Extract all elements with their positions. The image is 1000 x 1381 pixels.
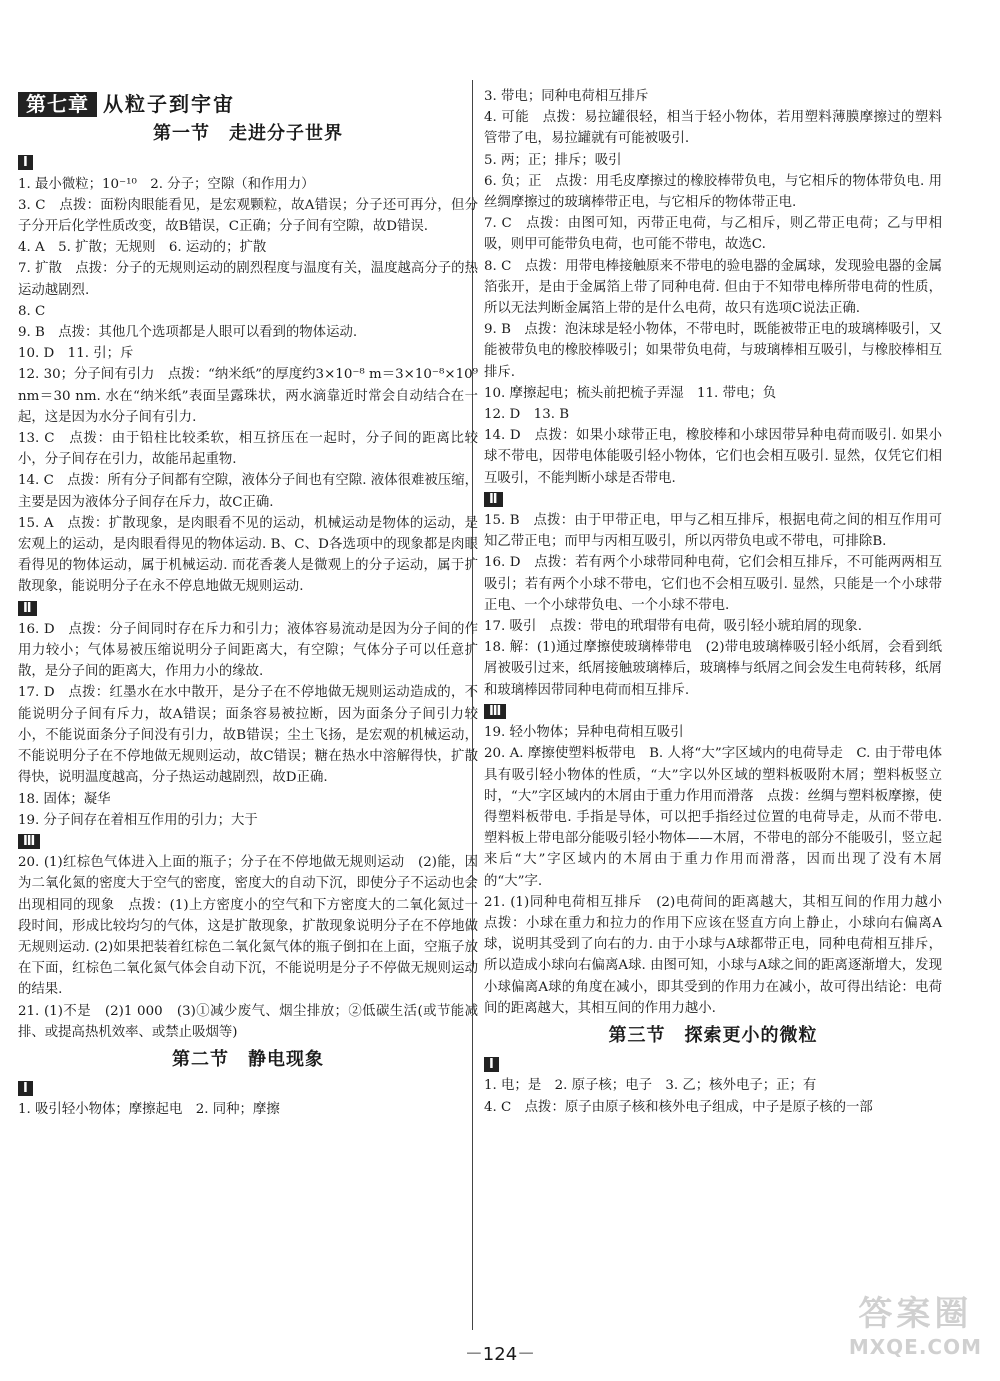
answer-item: 12. D 13. B — [484, 407, 570, 423]
answer-item: 9. B 点拨：泡沫球是轻小物体，不带电时，既能被带正电的玻璃棒吸引，又能被带负电的橡胶棒吸引；如果带负电荷，与玻璃棒相互吸引，与橡胶棒相互排斥. — [484, 322, 942, 380]
answer-item: 20. A. 摩擦使塑料板带电 B. 人将“大”字区域内的电荷导走 C. 由于带电体具有吸引轻小物体的性质，“大”字以外区域的塑料板吸附木屑；塑料板竖立时，“大”字区域内的木屑由于重力作用而滑落 点拨：丝绸与塑料板摩擦，使得塑料板带电. 手指是导体，可以把手指经过位置的电荷导走，从而不带电. 塑料板上带电部分能吸引轻小物体——木屑，不带电的部分不能吸引，竖立起来后“大”字区域内的木屑由于重力作用而滑落，因而出现了没有木屑的“大”字. — [484, 746, 942, 889]
answer-item: 1. 最小微粒；10⁻¹⁰ 2. 分子；空隙（和作用力） — [18, 176, 315, 192]
answer-item: 12. 30；分子间有引力 点拨：“纳米纸”的厚度约3×10⁻⁸ m＝3×10⁻⁸×10⁹ nm＝30 nm. 水在“纳米纸”表面呈露珠状，两水滴靠近时常会自动结合在一起，这是因为水分子间有引力. — [18, 367, 478, 425]
answer-item: 8. C — [18, 303, 46, 319]
watermark-logo — [849, 1286, 982, 1359]
answer-list — [18, 852, 478, 1043]
answer-item: 4. C 点拨：原子由原子核和核外电子组成，中子是原子核的一部 — [484, 1099, 873, 1115]
answer-item: 15. A 点拨：扩散现象，是肉眼看不见的运动，机械运动是物体的运动，是宏观上的运动，是肉眼看得见的物体运动. B、C、D各选项中的现象都是肉眼看得见的物体运动，属于机械运动. 而花香袭人是微观上的分子运动，属于扩散现象，能说明分子在永不停息地做无规则运动. — [18, 515, 478, 595]
answer-item: 14. C 点拨：所有分子间都有空隙，液体分子间也有空隙. 液体很难被压缩，主要是因为液体分子间存在斥力，故C正确. — [18, 473, 478, 510]
answer-item: 21. (1)同种电荷相互排斥 (2)电荷间的距离越大，其相互间的作用力越小 点拨：小球在重力和拉力的作用下应该在竖直方向上静止，小球向右偏离A球，说明其受到了向右的力. 由于小球与A球都带正电，同种电荷相互排斥，所以造成小球向右偏离A球. 由图可知，小球与A球之间的距离逐渐增大，发现小球偏离A球的角度在减小，即其受到的作用力在减小，故可得出结论：电荷间的距离越大，其相互间的作用力越小. — [484, 894, 956, 1016]
answer-item: 17. D 点拨：红墨水在水中散开，是分子在不停地做无规则运动造成的，不能说明分子间有斥力，故A错误；面条容易被拉断，因为面条分子间引力较小，不能说面条分子间没有引力，故B错误；尘土飞扬，是宏观的机械运动，不能说明分子在不停地做无规则运动，故C错误；糖在热水中溶解得快，扩散得快，说明温度越高，分子热运动越剧烈，故D正确. — [18, 685, 478, 786]
answer-item: 18. 固体；凝华 — [18, 791, 111, 807]
left-column — [18, 86, 478, 1121]
answer-item: 6. 负；正 点拨：用毛皮摩擦过的橡胶棒带负电，与它相斥的物体带负电. 用丝绸摩擦过的玻璃棒带正电，与它相斥的物体带正电. — [484, 173, 942, 211]
watermark-url: MXQE.COM — [848, 1335, 982, 1359]
chapter-heading — [18, 92, 478, 117]
level-badge: Ⅱ — [18, 601, 37, 616]
answer-list — [18, 1099, 478, 1120]
answer-item: 16. D 点拨：分子间同时存在斥力和引力；液体容易流动是因为分子间的作用力较小；气体易被压缩说明分子间距离大，有空隙；气体分子可以任意扩散，是分子间的距离大，作用力小的缘故. — [18, 621, 478, 680]
answer-item: 9. B 点拨：其他几个选项都是人眼可以看到的物体运动. — [18, 325, 358, 341]
level-badge: Ⅱ — [484, 492, 503, 507]
answer-item: 3. C 点拨：面粉肉眼能看见，是宏观颗粒，故A错误；分子还可再分，但分子分开后化学性质改变，故B错误，C正确；分子间有空隙，故D错误. — [18, 197, 478, 235]
answer-item: 7. C 点拨：由图可知，丙带正电荷，与乙相斥，则乙带正电荷；乙与甲相吸，则甲可能带负电荷，也可能不带电，故选C. — [484, 216, 942, 253]
answer-item: 18. 解：(1)通过摩擦使玻璃棒带电 (2)带电玻璃棒吸引轻小纸屑，会看到纸屑被吸引过来，纸屑接触玻璃棒后，玻璃棒与纸屑之间会发生电荷转移，纸屑和玻璃棒因带同种电荷而相互排斥. — [484, 640, 942, 698]
answer-item: 10. 摩擦起电；梳头前把梳子弄湿 11. 带电；负 — [484, 385, 777, 401]
answer-item: 20. (1)红棕色气体进入上面的瓶子；分子在不停地做无规则运动 (2)能，因为二氧化氮的密度大于空气的密度，密度大的自动下沉，即使分子不运动也会出现相同的现象 点拨：(1)上方密度小的空气和下方密度大的二氧化氮过一段时间，形成比较均匀的气体，这是扩散现象，扩散现象说明分子在不停地做无规则运动. (2)如果把装着红棕色二氧化氮气体的瓶子倒扣在上面，空瓶子放在下面，红棕色二氧化氮气体会自动下沉，不能说明是分子不停做无规则运动的结果. — [18, 855, 478, 998]
chapter-number: 第七章 — [18, 92, 97, 117]
answer-item: 8. C 点拨：用带电棒接触原来不带电的验电器的金属球，发现验电器的金属箔张开，是由于金属箔上带了同种电荷. 但由于不知带电棒所带电荷的性质，所以无法判断金属箔上带的是什么电荷，故只有选项C说法正确. — [484, 258, 942, 317]
answer-item: 1. 电；是 2. 原子核；电子 3. 乙；核外电子；正；有 — [484, 1078, 817, 1094]
answer-item: 19. 分子间存在着相互作用的引力；大于 — [18, 812, 258, 828]
answer-item: 1. 吸引轻小物体；摩擦起电 2. 同种；摩擦 — [18, 1102, 280, 1118]
answer-list — [484, 1075, 942, 1117]
answer-item: 13. C 点拨：由于铅柱比较柔软，相互挤压在一起时，分子间的距离比较小，分子间存在引力，故能吊起重物. — [18, 431, 478, 468]
section-title-1: 第一节 走进分子世界 — [153, 123, 343, 145]
level-badge: Ⅰ — [18, 155, 33, 170]
level-badge: Ⅲ — [18, 834, 40, 849]
answer-item: 4. A 5. 扩散；无规则 6. 运动的；扩散 — [18, 240, 267, 256]
right-column — [484, 86, 956, 1118]
answer-list — [484, 722, 956, 1019]
answer-item: 19. 轻小物体；异种电荷相互吸引 — [484, 725, 684, 741]
answer-item: 17. 吸引 点拨：带电的玳瑁带有电荷，吸引轻小琥珀屑的现象. — [484, 619, 862, 635]
section-title-2: 第二节 静电现象 — [172, 1048, 324, 1070]
answer-item: 10. D 11. 引；斥 — [18, 346, 134, 362]
answer-list — [18, 619, 478, 831]
page-number: －124－ — [464, 1344, 536, 1365]
section-title-3: 第三节 探索更小的微粒 — [608, 1024, 818, 1046]
answer-item: 16. D 点拨：若有两个小球带同种电荷，它们会相互排斥，不可能两两相互吸引；若有两个小球不带电，它们也不会相互吸引. 显然，只能是一个小球带正电、一个小球带负电、一个小球不带电. — [484, 555, 942, 613]
answer-list — [18, 174, 478, 598]
chapter-title: 从粒子到宇宙 — [103, 92, 235, 116]
answer-item: 4. 可能 点拨：易拉罐很轻，相当于轻小物体，若用塑料薄膜摩擦过的塑料管带了电，易拉罐就有可能被吸引. — [484, 110, 942, 147]
answer-item: 15. B 点拨：由于甲带正电，甲与乙相互排斥，根据电荷之间的相互作用可知乙带正电；而甲与丙相互吸引，所以丙带负电或不带电，可排除B. — [484, 513, 942, 550]
answer-list — [484, 510, 942, 701]
level-badge: Ⅲ — [484, 704, 506, 719]
answer-item: 5. 两；正；排斥；吸引 — [484, 152, 622, 168]
answer-item: 21. (1)不是 (2)1 000 (3)①减少废气、烟尘排放；②低碳生活(或节能减排、或提高热机效率、或禁止吸烟等) — [18, 1003, 478, 1040]
answer-item: 14. D 点拨：如果小球带正电，橡胶棒和小球因带异种电荷而吸引. 如果小球不带电，因带电体能吸引轻小物体，它们也会相互吸引. 显然，仅凭它们相互吸引，不能判断小球是否带电. — [484, 428, 942, 486]
answer-item: 7. 扩散 点拨：分子的无规则运动的剧烈程度与温度有关，温度越高分子的热运动越剧烈. — [18, 261, 478, 298]
level-badge: Ⅰ — [18, 1081, 33, 1096]
watermark-text: 答案圈 — [858, 1294, 973, 1334]
answer-list — [484, 86, 942, 489]
answer-item: 3. 带电；同种电荷相互排斥 — [484, 89, 649, 104]
level-badge: Ⅰ — [484, 1057, 499, 1072]
